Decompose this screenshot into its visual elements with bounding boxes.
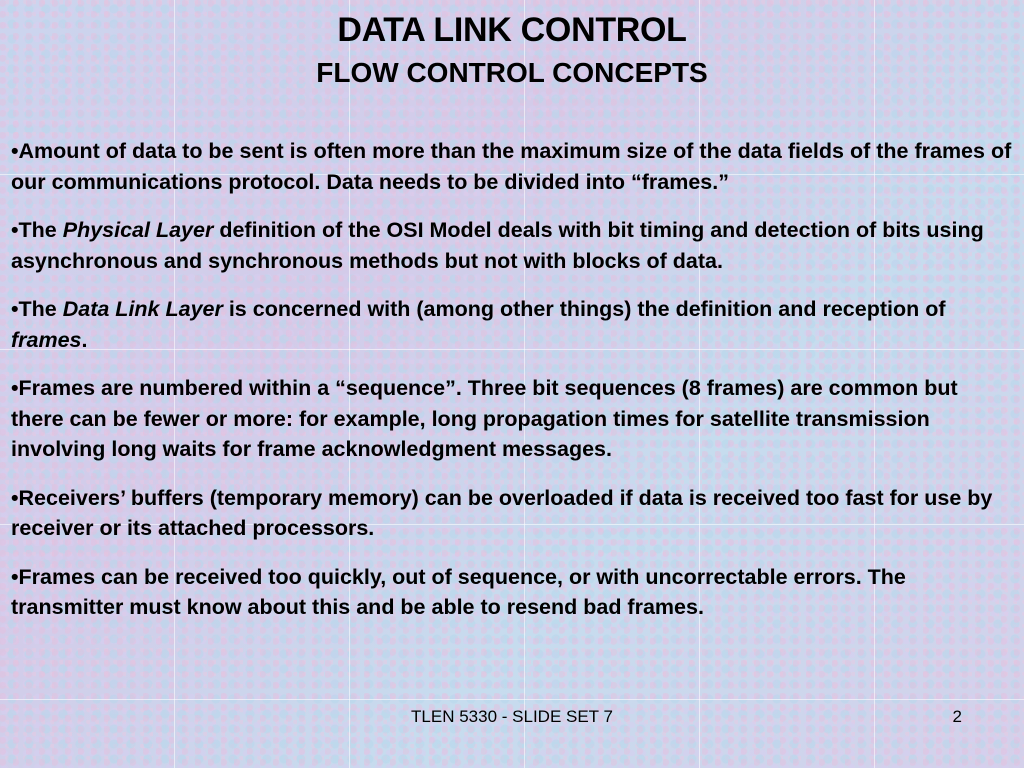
bullet-emphasis: Data Link Layer	[62, 297, 223, 321]
footer-course-label: TLEN 5330 - SLIDE SET 7	[411, 707, 613, 726]
bullet-marker: •	[11, 218, 19, 242]
slide-subtitle: FLOW CONTROL CONCEPTS	[316, 57, 708, 88]
bullet-text: definition of the OSI Model deals with bit timing and detection of bits using asynchronous and synchronous methods but not with blocks of data.	[11, 218, 984, 273]
bullet-emphasis: frames	[11, 327, 82, 352]
bullet-item	[11, 483, 1015, 544]
bullet-item	[11, 373, 1015, 465]
bullet-item	[11, 294, 1015, 355]
bullet-item	[11, 562, 1015, 623]
bullet-text: Receivers’ buffers (temporary memory) can be overloaded if data is received too fast for use by receiver or its attached processors.	[11, 485, 993, 540]
slide-title: DATA LINK CONTROL	[337, 11, 687, 49]
bullet-marker: •	[11, 376, 19, 400]
bullet-text: is concerned with (among other things) the definition and reception of	[222, 297, 946, 321]
bullet-item	[11, 136, 1015, 197]
bullet-emphasis: Physical Layer	[62, 218, 214, 242]
bullet-marker: •	[11, 297, 19, 321]
bullet-text: The	[18, 297, 63, 321]
bullet-marker: •	[11, 485, 19, 510]
bullet-text: The	[18, 218, 63, 242]
bullet-marker: •	[11, 139, 19, 163]
bullet-item	[11, 215, 1015, 276]
bullet-list	[11, 136, 1015, 641]
bullet-text: Frames can be received too quickly, out of sequence, or with uncorrectable errors. The transmitter must know about this and be able to resend bad frames.	[11, 564, 906, 619]
bullet-text: Frames are numbered within a “sequence”. Three bit sequences (8 frames) are common but there can be fewer or more: for example, long propagation times for satellite transmission involving long waits for frame acknowledgment messages.	[11, 376, 958, 461]
bullet-marker: •	[11, 564, 19, 589]
bullet-text: Amount of data to be sent is often more than the maximum size of the data fields of the frames of our communications protocol. Data needs to be divided into “frames.”	[11, 139, 1012, 194]
bullet-text: .	[81, 327, 88, 352]
page-number: 2	[952, 707, 962, 726]
